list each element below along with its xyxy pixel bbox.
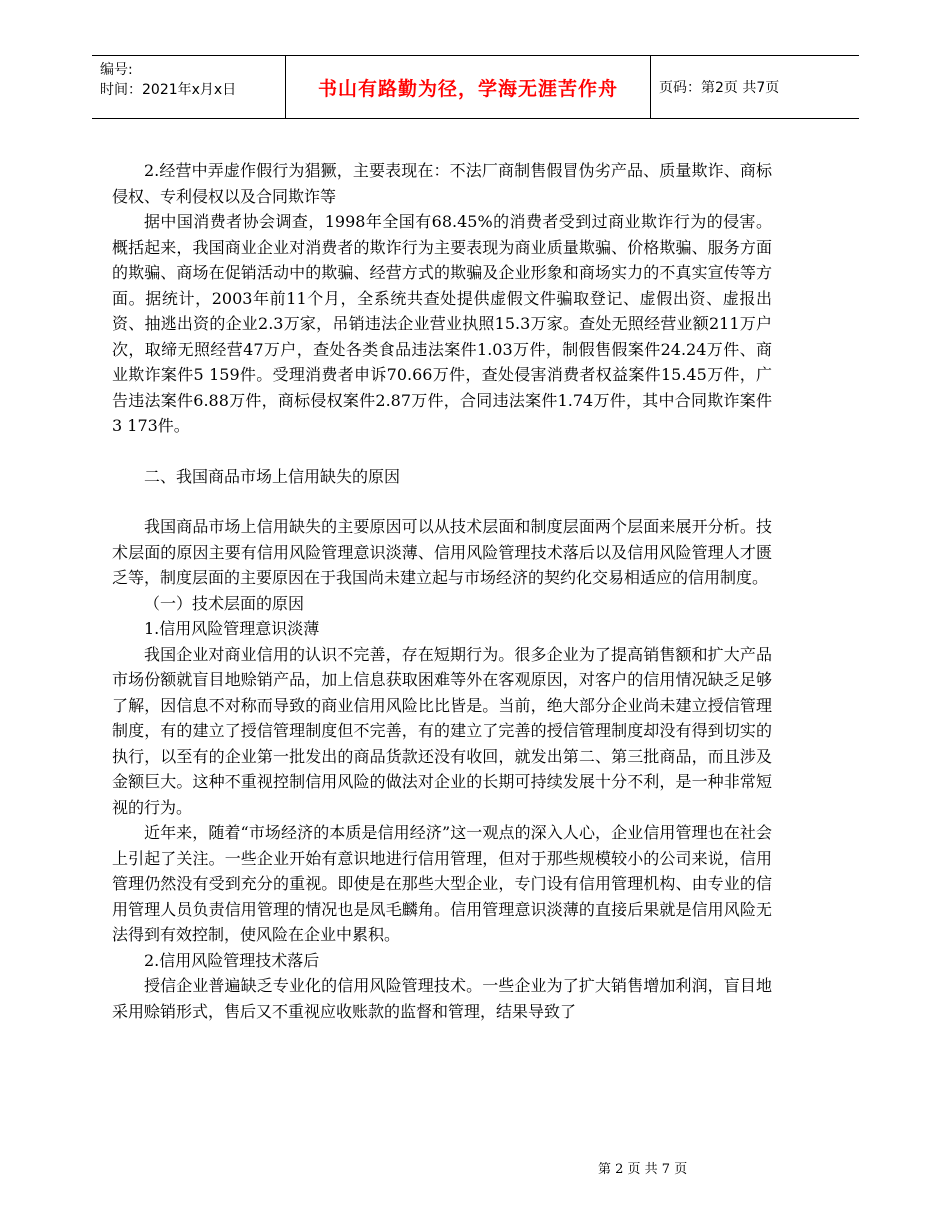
paragraph-consumer-fraud-stats: 据中国消费者协会调查，1998年全国有68.45%的消费者受到过商业欺诈行为的侵害。概括起来，我国商业企业对消费者的欺诈行为主要表现为商业质量欺骗、价格欺骗、服务方面的欺骗、商场在促销活动中的欺骗、经营方式的欺骗及企业形象和商场实力的不真实宣传等方面。据统计，2003年前11个月，全系统共查处提供虚假文件骗取登记、虚假出资、虚报出资、抽逃出资的企业2.3万家，吊销违法企业营业执照15.3万家。查处无照经营业额211万户次，取缔无照经营47万户，查处各类食品违法案件1.03万件，制假售假案件24.24万件、商业欺诈案件5 159件。受理消费者申诉70.66万件，查处侵害消费者权益案件15.45万件，广告违法案件6.88万件，商标侵权案件2.87万件，合同违法案件1.74万件，其中合同欺诈案件3 173件。 — [112, 212, 772, 435]
paragraph-awareness: 我国企业对商业信用的认识不完善，存在短期行为。很多企业为了提高销售额和扩大产品市场份额就盲目地赊销产品，加上信息获取困难等外在客观原因，对客户的信用情况缺乏足够了解，因信息不对称而导致的商业信用风险比比皆是。当前，绝大部分企业尚未建立授信管理制度，有的建立了授信管理制度但不完善，有的建立了完善的授信管理制度却没有得到切实的执行，以至有的企业第一批发出的商品货款还没有收回，就发出第二、第三批商品，而且涉及金额巨大。这种不重视控制信用风险的做法对企业的长期可持续发展十分不利，是一种非常短视的行为。 — [112, 644, 772, 817]
subsection-heading-technical: （一）技术层面的原因 — [144, 593, 305, 613]
header-meta — [92, 56, 286, 118]
paragraph-recent-years: 近年来，随着“市场经济的本质是信用经济”这一观点的深入人心，企业信用管理也在社会上引起了关注。一些企业开始有意识地进行信用管理，但对于那些规模较小的公司来说，信用管理仍然没有受到充分的重视。即使是在那些大型企业，专门设有信用管理机构、由专业的信用管理人员负责信用管理的情况也是凤毛麟角。信用管理意识淡薄的直接后果就是信用风险无法得到有效控制，使风险在企业中累积。 — [112, 823, 772, 944]
paragraph-technology: 授信企业普遍缺乏专业化的信用风险管理技术。一些企业为了扩大销售增加利润，盲目地采用赊销形式，售后又不重视应收账款的监督和管理，结果导致了 — [112, 976, 772, 1021]
header-page-number: 页码：第2页 共7页 — [659, 80, 780, 96]
page-header — [92, 55, 859, 119]
doc-date-label: 时间：2021年x月x日 — [100, 82, 237, 98]
header-motto: 书山有路勤为径，学海无涯苦作舟 — [317, 77, 618, 100]
header-page-cell — [651, 56, 859, 118]
doc-id-label: 编号: — [100, 62, 133, 78]
paragraph-causes-overview: 我国商品市场上信用缺失的主要原因可以从技术层面和制度层面两个层面来展开分析。技术层面的原因主要有信用风险管理意识淡薄、信用风险管理技术落后以及信用风险管理人才匮乏等，制度层面的主要原因在于我国尚未建立起与市场经济的契约化交易相适应的信用制度。 — [112, 517, 772, 587]
header-motto-cell — [286, 56, 651, 118]
item-heading-technology: 2.信用风险管理技术落后 — [144, 950, 320, 970]
item-heading-awareness: 1.信用风险管理意识淡薄 — [144, 619, 320, 638]
document-body — [112, 158, 772, 1024]
page-footer: 第 2 页 共 7 页 — [598, 1162, 688, 1177]
section-heading-causes: 二、我国商品市场上信用缺失的原因 — [144, 466, 401, 486]
paragraph-fraud-heading: 2.经营中弄虚作假行为猖獗，主要表现在：不法厂商制售假冒伪劣产品、质量欺诈、商标侵权、专利侵权以及合同欺诈等 — [112, 161, 772, 206]
